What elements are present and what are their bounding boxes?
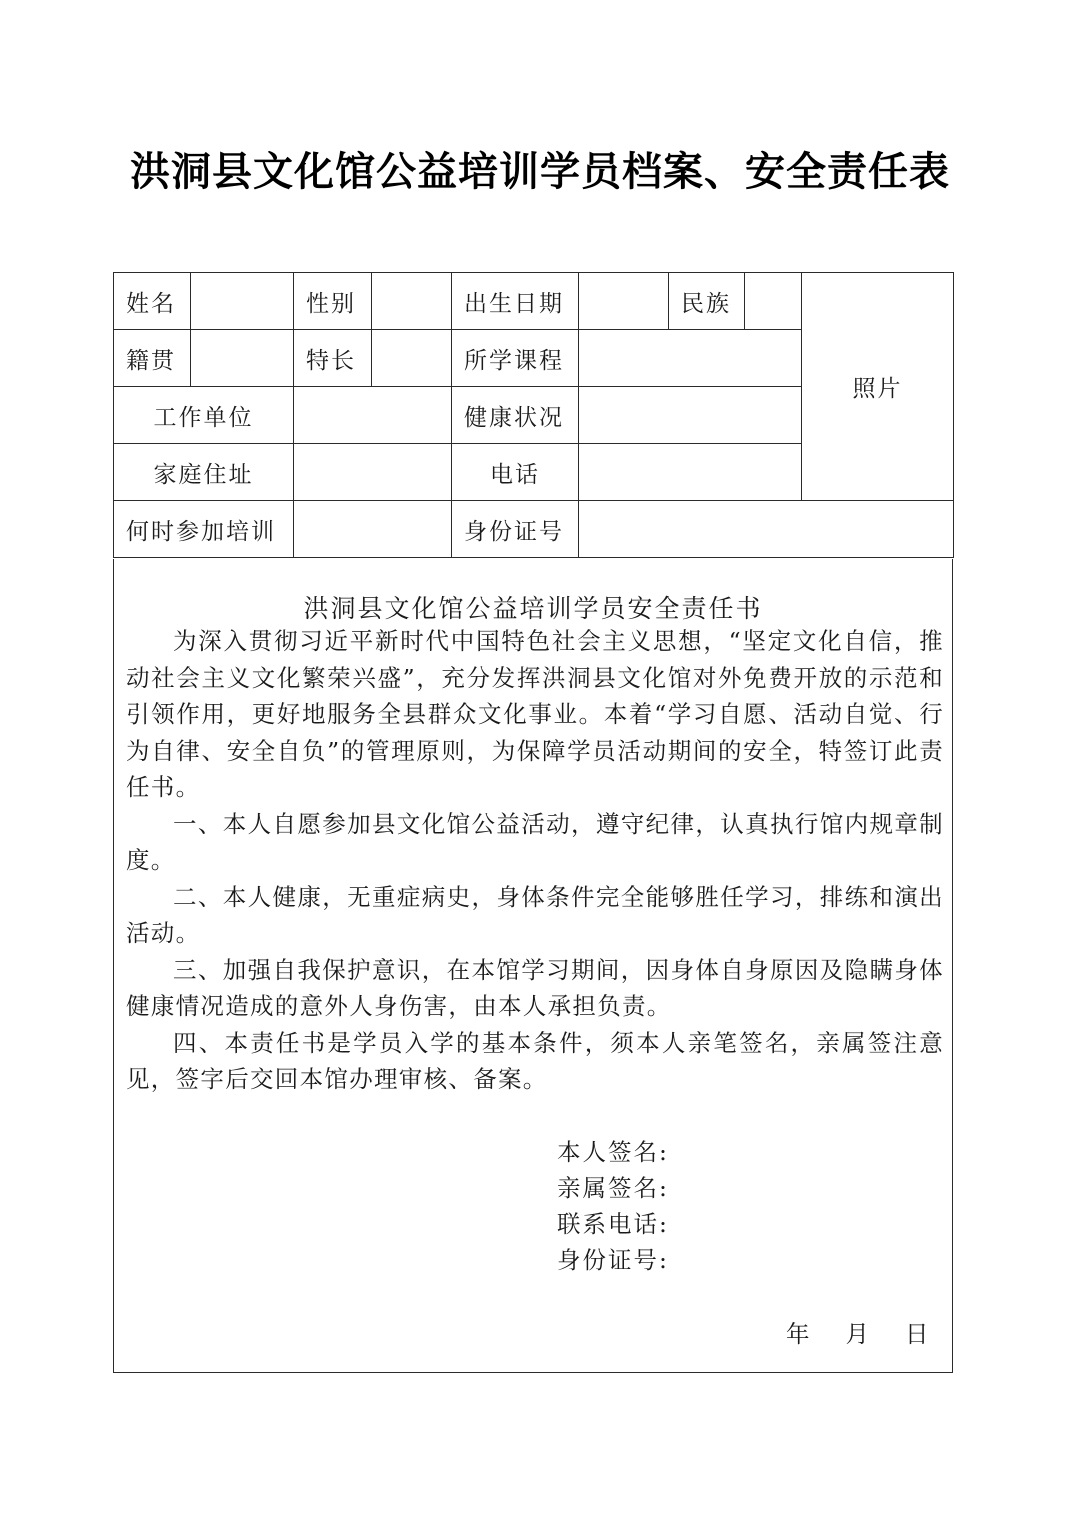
self-signature-line[interactable]: 本人签名: bbox=[557, 1138, 669, 1166]
agreement-title: 洪洞县文化馆公益培训学员安全责任书 bbox=[303, 594, 763, 623]
birthdate-label: 出生日期 bbox=[452, 273, 579, 330]
safety-agreement-section bbox=[113, 559, 953, 1373]
join-time-label: 何时参加培训 bbox=[114, 501, 294, 558]
hometown-label: 籍贯 bbox=[114, 330, 191, 387]
agreement-clause-4: 四、本责任书是学员入学的基本条件，须本人亲笔签名，亲属签注意见，签字后交回本馆办理审核、备案。 bbox=[126, 1028, 944, 1093]
course-field[interactable] bbox=[579, 330, 802, 387]
date-day: 日 bbox=[905, 1320, 931, 1348]
address-field[interactable] bbox=[294, 444, 452, 501]
signer-id-number-line[interactable]: 身份证号: bbox=[557, 1246, 669, 1274]
gender-label: 性别 bbox=[294, 273, 372, 330]
gender-field[interactable] bbox=[372, 273, 452, 330]
id-number-label: 身份证号 bbox=[452, 501, 579, 558]
id-number-field[interactable] bbox=[579, 501, 954, 558]
employer-label: 工作单位 bbox=[114, 387, 294, 444]
birthdate-field[interactable] bbox=[579, 273, 669, 330]
signature-block bbox=[557, 1134, 669, 1278]
agreement-body bbox=[126, 623, 944, 1098]
relative-signature-line[interactable]: 亲属签名: bbox=[557, 1174, 669, 1202]
name-label: 姓名 bbox=[114, 273, 191, 330]
health-field[interactable] bbox=[579, 387, 802, 444]
ethnicity-label: 民族 bbox=[669, 273, 745, 330]
name-field[interactable] bbox=[191, 273, 294, 330]
student-info-table bbox=[113, 272, 954, 558]
health-label: 健康状况 bbox=[452, 387, 579, 444]
specialty-field[interactable] bbox=[372, 330, 452, 387]
date-year: 年 bbox=[786, 1320, 812, 1348]
address-label: 家庭住址 bbox=[114, 444, 294, 501]
agreement-preamble: 为深入贯彻习近平新时代中国特色社会主义思想，“坚定文化自信，推动社会主义文化繁荣兴盛”，充分发挥洪洞县文化馆对外免费开放的示范和引领作用，更好地服务全县群众文化事业。本着“学习自愿、活动自觉、行为自律、安全自负”的管理原则，为保障学员活动期间的安全，特签订此责任书。 bbox=[126, 627, 944, 801]
agreement-clause-2: 二、本人健康，无重症病史，身体条件完全能够胜任学习，排练和演出活动。 bbox=[126, 882, 944, 947]
specialty-label: 特长 bbox=[294, 330, 372, 387]
agreement-clause-1: 一、本人自愿参加县文化馆公益活动，遵守纪律，认真执行馆内规章制度。 bbox=[126, 809, 944, 874]
course-label: 所学课程 bbox=[452, 330, 579, 387]
date-line bbox=[786, 1315, 931, 1349]
phone-label: 电话 bbox=[452, 444, 579, 501]
document-title: 洪洞县文化馆公益培训学员档案、安全责任表 bbox=[130, 148, 950, 195]
date-month: 月 bbox=[845, 1320, 871, 1348]
ethnicity-field[interactable] bbox=[745, 273, 802, 330]
employer-field[interactable] bbox=[294, 387, 452, 444]
agreement-clause-3: 三、加强自我保护意识，在本馆学习期间，因身体自身原因及隐瞒身体健康情况造成的意外人身伤害，由本人承担负责。 bbox=[126, 955, 944, 1020]
hometown-field[interactable] bbox=[191, 330, 294, 387]
join-time-field[interactable] bbox=[294, 501, 452, 558]
phone-field[interactable] bbox=[579, 444, 802, 501]
photo-label: 照片 bbox=[852, 376, 903, 402]
photo-box[interactable] bbox=[802, 273, 954, 501]
contact-phone-line[interactable]: 联系电话: bbox=[557, 1210, 669, 1238]
